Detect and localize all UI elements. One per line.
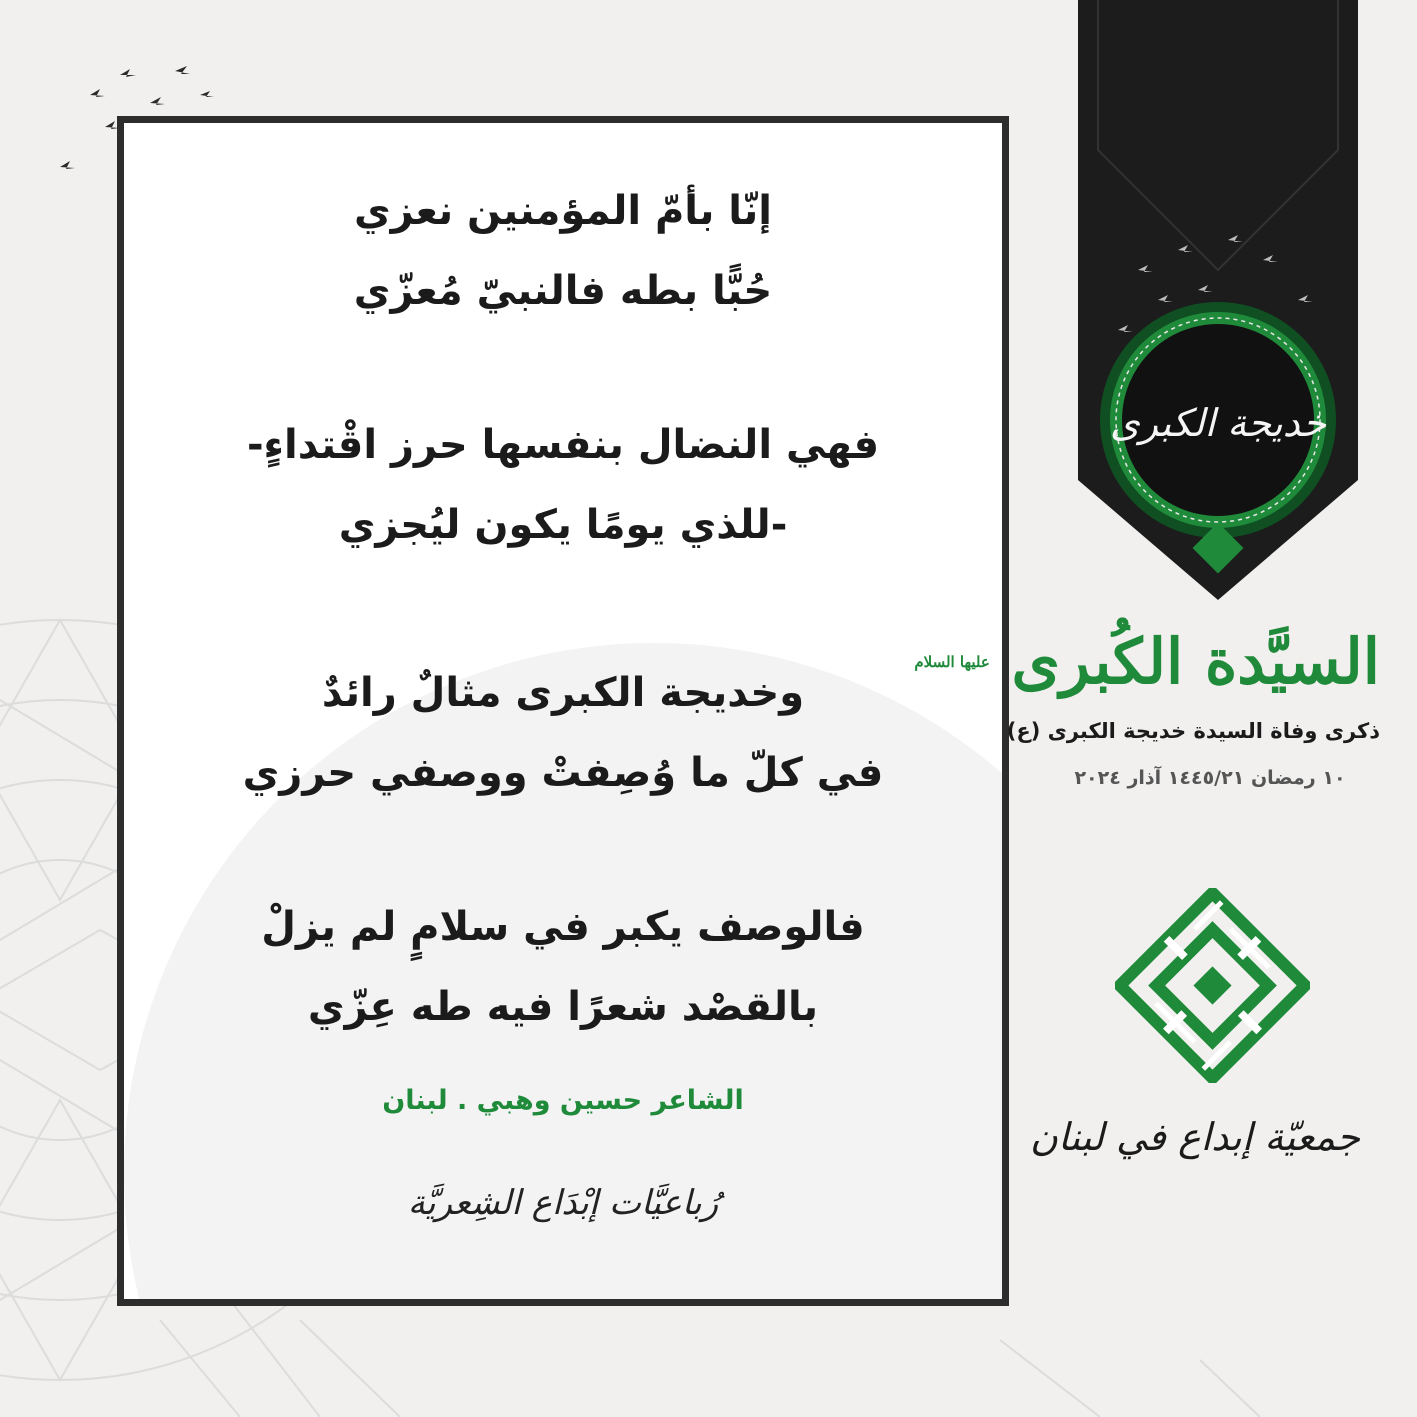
series-title: رُباعيَّات إبْدَاع الشِعريَّة <box>407 1183 719 1223</box>
stanza-3 <box>124 653 1002 813</box>
verse: فالوصف يكبر في سلامٍ لم يزلْ <box>261 904 865 950</box>
verse: بالقصْد شعرًا فيه طه عِزّي <box>307 984 819 1030</box>
event-date: ١٠ رمضان ١٤٤٥/٢١ آذار ٢٠٢٤ <box>1074 767 1346 789</box>
kufic-logo-icon <box>1115 888 1310 1083</box>
verse: في كلّ ما وُصِفتْ ووصفي حرزي <box>242 750 884 796</box>
event-title-honorific: عليها السلام <box>914 653 990 671</box>
verse: فهي النضال بنفسها حرز اقْتداءٍ- <box>246 422 880 468</box>
poet-credit: الشاعر حسين وهبي . لبنان <box>382 1085 744 1116</box>
emblem-text: خديجة الكبرى <box>1109 401 1327 445</box>
mourning-banner <box>1078 0 1358 600</box>
verse: إنّا بأمّ المؤمنين نعزي <box>353 188 773 234</box>
verse: وخديجة الكبرى مثالٌ رائدٌ <box>321 670 805 716</box>
verse: حُبًّا بطه فالنبيّ مُعزّي <box>353 268 773 314</box>
event-title <box>914 612 1380 712</box>
stanza-1 <box>124 171 1002 331</box>
event-title-text: السيَّدة الكُبرى <box>1011 625 1380 698</box>
verse: -للذي يومًا يكون ليُجزي <box>338 502 788 548</box>
poem-card <box>117 116 1009 1306</box>
association-name: جمعيّة إبداع في لبنان <box>1029 1115 1360 1159</box>
stanza-2 <box>124 405 1002 565</box>
event-block <box>914 612 1380 792</box>
stanza-4 <box>124 887 1002 1047</box>
event-subtitle: ذكرى وفاة السيدة خديجة الكبرى (ع) <box>1006 719 1380 743</box>
